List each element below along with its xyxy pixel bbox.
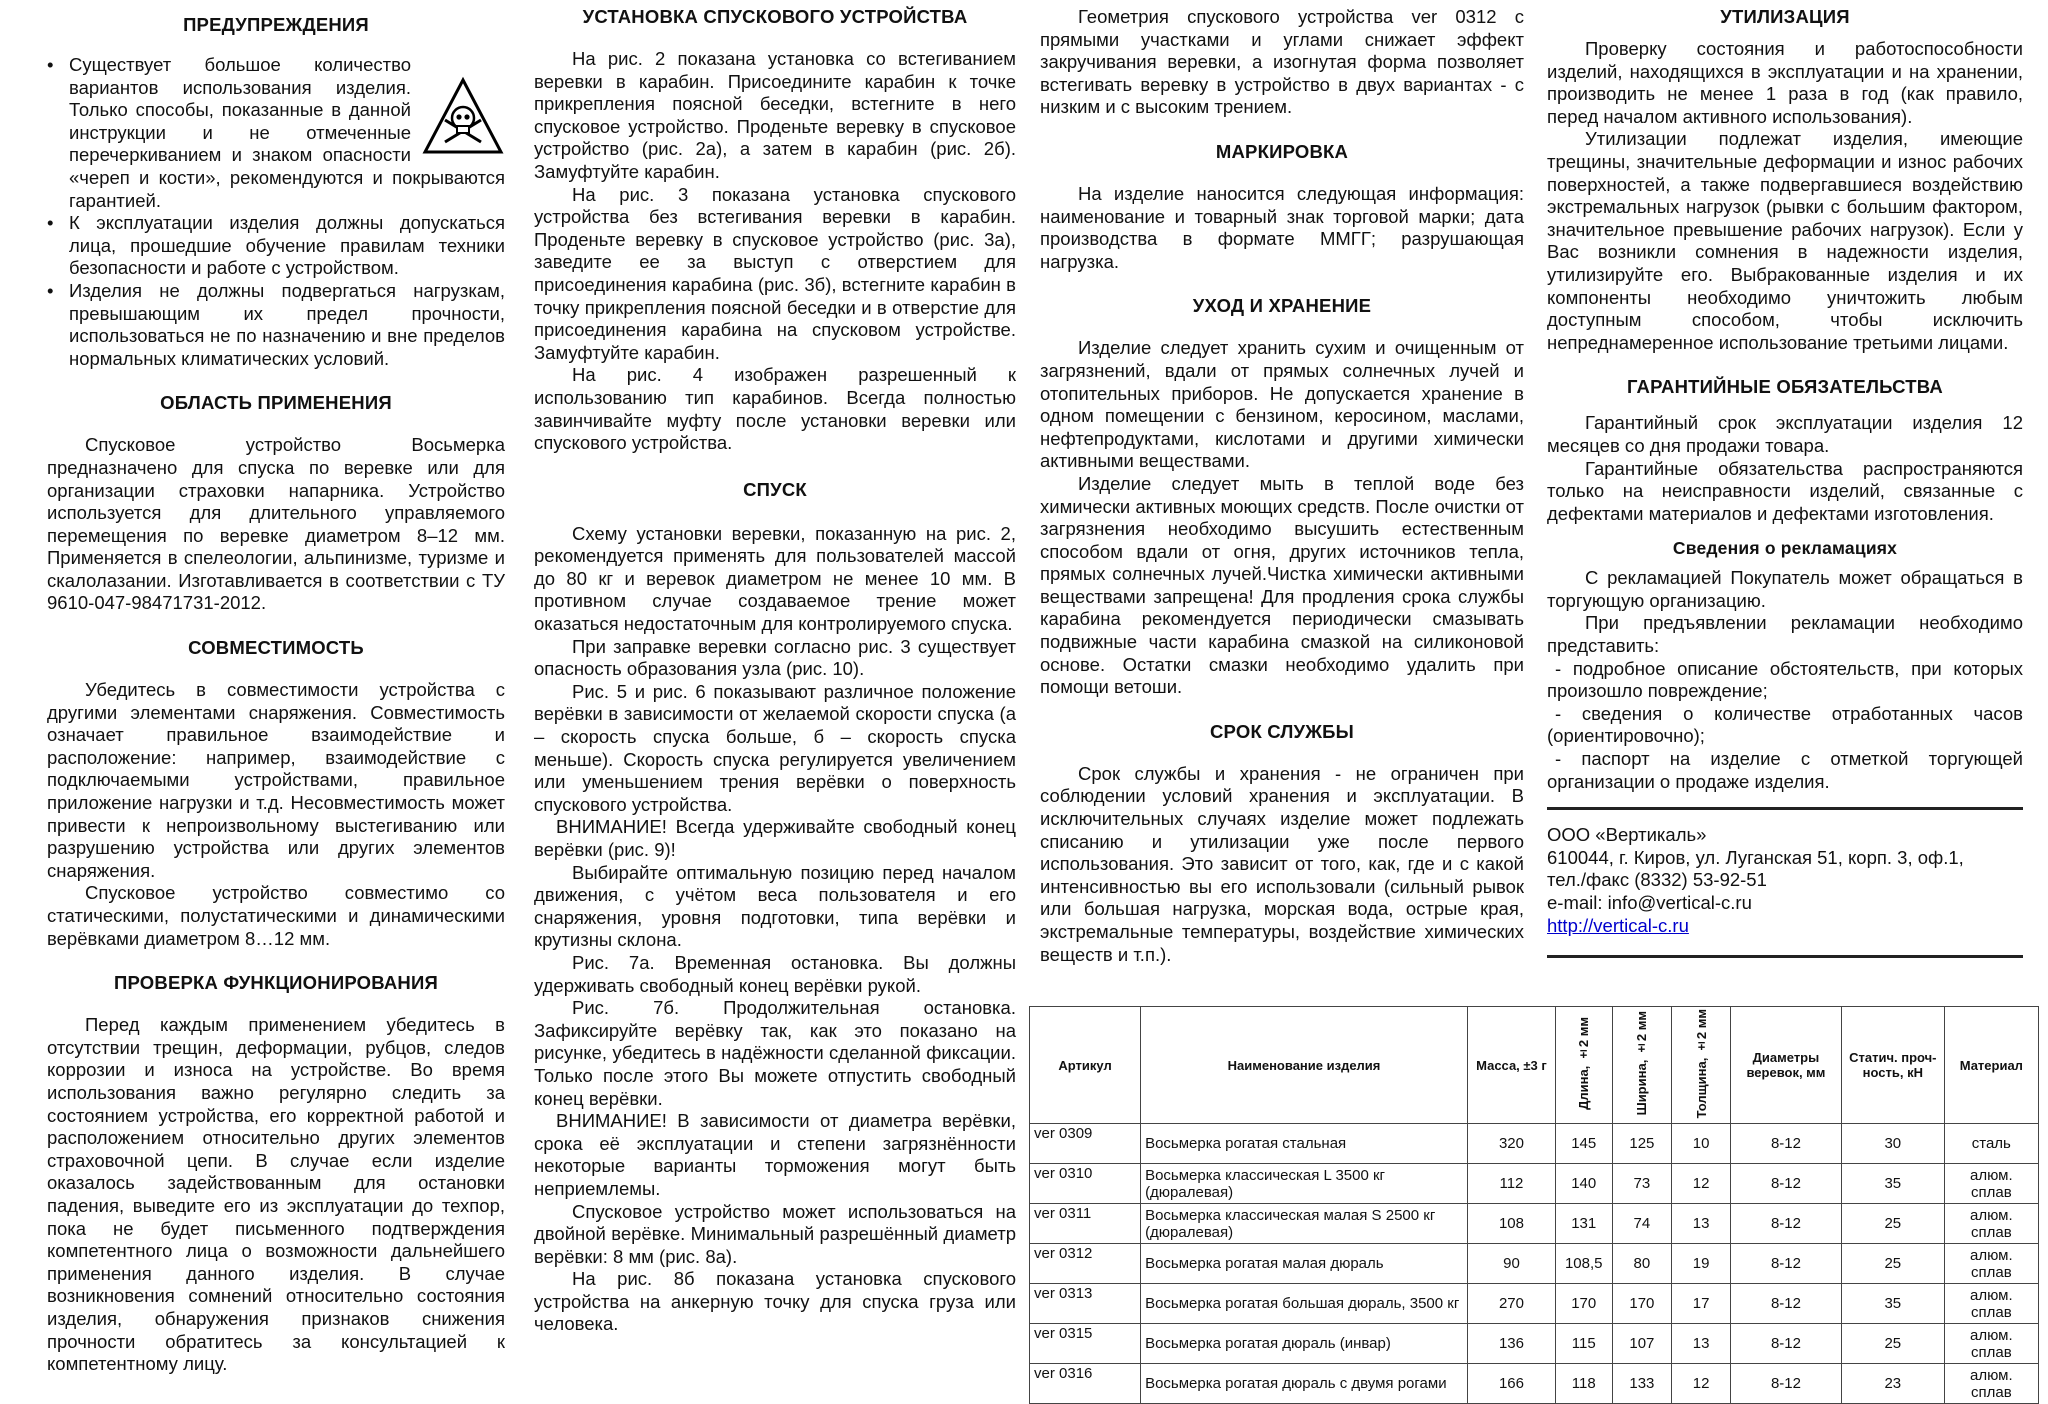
warning-item: • К эксплуатации изделия должны допускаться лица, прошедшие обучение правилам техники безопасности и работе с устройством. [47, 212, 505, 280]
descent-title: СПУСК [743, 478, 807, 500]
descent-text: Схему установки веревки, показанную на рис. 2, рекомендуется применять для пользователей массой до 80 кг и веревок диаметром не менее 10 мм. В противном случае создаваемое трение может оказаться недостаточным для контролируемого спуска. [534, 522, 1016, 635]
table-cell: алюм. сплав [1944, 1364, 2038, 1404]
table-cell: 107 [1612, 1324, 1672, 1364]
company-email: e-mail: info@vertical-c.ru [1547, 892, 1752, 913]
table-cell: алюм. сплав [1944, 1204, 2038, 1244]
spec-table [1029, 1006, 2039, 1404]
column-3 [1040, 6, 1524, 966]
table-cell: ver 0316 [1030, 1364, 1141, 1404]
table-header: Диаметры веревок, мм [1730, 1007, 1841, 1124]
table-cell: Восьмерка рогатая большая дюраль, 3500 кг [1141, 1284, 1468, 1324]
table-cell: 131 [1555, 1204, 1612, 1244]
divider [1547, 955, 2023, 958]
table-cell: алюм. сплав [1944, 1164, 2038, 1204]
install-text-2: На рис. 3 показана установка спускового устройства без встегивания веревки в карабин. Проденьте веревку в спусковое устройство (рис. 3а), заведите ее за выступ с отверстием для присоединения карабина (рис. 3б), встегните карабин в точку прикрепления поясной беседки и в отверстие для присоединения карабина на спусковом устройстве. Замуфтуйте карабин. [534, 183, 1016, 363]
service-life-title: СРОК СЛУЖБЫ [1210, 720, 1354, 742]
table-cell: 80 [1612, 1244, 1672, 1284]
scope-text: Спусковое устройство Восьмерка предназначено для спуска по веревке или для организации страховки напарника. Устройство используется для длительного управляемого перемещения по веревке диаметром 8–12 мм. Применяется в спелеологии, альпинизме, туризме и скалолазании. Изготавливается в соответствии с ТУ 9610-047-98471731-2012. [47, 434, 505, 614]
divider [1547, 807, 2023, 810]
table-cell: 12 [1672, 1164, 1731, 1204]
table-cell: 125 [1612, 1124, 1672, 1164]
install-title: УСТАНОВКА СПУСКОВОГО УСТРОЙСТВА [582, 6, 968, 27]
claims-text-2: При предъявлении рекламации необходимо представить: [1547, 612, 2023, 657]
table-cell: ver 0315 [1030, 1324, 1141, 1364]
table-cell: 170 [1555, 1284, 1612, 1324]
claims-item: - подробное описание обстоятельств, при которых произошло повреждение; [1547, 657, 2023, 702]
table-cell: 35 [1841, 1164, 1944, 1204]
table-cell: 8-12 [1730, 1284, 1841, 1324]
table-cell: Восьмерка рогатая дюраль (инвар) [1141, 1324, 1468, 1364]
compatibility-text-2: Спусковое устройство совместимо со статическими, полустатическими и динамическими верёвками диаметром 8…12 мм. [47, 882, 505, 949]
table-row [1030, 1204, 2039, 1244]
table-cell: Восьмерка рогатая малая дюраль [1141, 1244, 1468, 1284]
table-header: Материал [1944, 1007, 2038, 1124]
table-cell: 25 [1841, 1324, 1944, 1364]
table-cell: 74 [1612, 1204, 1672, 1244]
care-text: Изделие следует хранить сухим и очищенным от загрязнений, вдали от прямых солнечных лучей и отопительных приборов. Не допускается хранение в одном помещении с бензином, керосином, маслами, нефтепродуктами, кислотами и другими химически активными веществами. [1040, 337, 1524, 472]
warning-item: • Изделия не должны подвергаться нагрузкам, превышающим их предел прочности, использоваться не по назначению и вне пределов нормальных климатических условий. [47, 280, 505, 370]
table-cell: 8-12 [1730, 1204, 1841, 1244]
table-row [1030, 1324, 2039, 1364]
table-row [1030, 1284, 2039, 1324]
table-cell: 13 [1672, 1204, 1731, 1244]
table-cell: 133 [1612, 1364, 1672, 1404]
descent-text-2: При заправке веревки согласно рис. 3 существует опасность образования узла (рис. 10). [534, 635, 1016, 680]
table-header: Наименование изделия [1141, 1007, 1468, 1124]
skull-crossbones-icon [421, 76, 505, 160]
table-header: Статич. проч- ность, кН [1841, 1007, 1944, 1124]
descent-warning-2: ВНИМАНИЕ! В зависимости от диаметра верёвки, срока её эксплуатации и степени загрязнённости некоторые варианты торможения могут быть неприемлемы. [534, 1110, 1016, 1199]
table-cell: ver 0311 [1030, 1204, 1141, 1244]
service-life-text: Срок службы и хранения - не ограничен при соблюдении условий хранения и эксплуатации. В исключительных случаях изделие может подлежать списанию и утилизации уже после первого использования. Это зависит от того, как, где и с какой интенсивностью вы его использовали (сильный рывок или большая нагрузка, морская вода, острые края, экстремальные температуры, воздействие химических веществ и т.п.). [1040, 762, 1524, 965]
descent-warning: ВНИМАНИЕ! Всегда удерживайте свободный конец верёвки (рис. 9)! [534, 816, 1016, 860]
descent-text-6: Рис. 7а. Временная остановка. Вы должны удерживать свободный конец верёвки рукой. [534, 951, 1016, 996]
marking-text: На изделие наносится следующая информация: наименование и товарный знак торговой марки; дата производства в формате ММГГ; разрушающая нагрузка. [1040, 182, 1524, 272]
claims-title: Сведения о рекламациях [1672, 538, 1898, 559]
marking-title: МАРКИРОВКА [1215, 140, 1349, 162]
table-header: Длина, ±2 мм [1555, 1007, 1612, 1124]
warning-item: • Существует большое количество вариантов использования изделия. Только способы, показанные в данной инструкции и не отмеченные перечеркиванием и знаком опасности «череп и кости», рекомендуются и покрываются гарантией. [47, 54, 505, 212]
table-cell: 13 [1672, 1324, 1731, 1364]
disposal-text: Проверку состояния и работоспособности изделий, находящихся в эксплуатации и на хранении, производить не менее 1 раза в год (как правило, перед началом активного использования). [1547, 38, 2023, 127]
website-link[interactable]: http://vertical-c.ru [1547, 914, 1689, 936]
table-cell: ver 0312 [1030, 1244, 1141, 1284]
care-title: УХОД И ХРАНЕНИЕ [1192, 295, 1372, 317]
warnings-title: ПРЕДУПРЕЖДЕНИЯ [183, 14, 369, 35]
table-cell: сталь [1944, 1124, 2038, 1164]
table-cell: Восьмерка рогатая стальная [1141, 1124, 1468, 1164]
check-text: Перед каждым применением убедитесь в отсутствии трещин, деформации, рубцов, следов коррозии и износа на устройстве. Во время использования важно регулярно следить за состоянием устройства, его корректной работой и расположением относительно других элементов страховочной цепи. В случае если изделие оказалось задействованным для остановки падения, выведите его из эксплуатации до техпор, пока не будет письменного подтверждения компетентного лица о возможности дальнейшего применения данного изделия. В случае возникновения сомнений относительно состояния изделия, обнаружения признаков снижения прочности обратитесь за консультацией к компетентному лицу. [47, 1014, 505, 1375]
table-cell: 8-12 [1730, 1244, 1841, 1284]
descent-text-10: На рис. 8б показана установка спускового устройства на анкерную точку для спуска груза или человека. [534, 1268, 1016, 1335]
warnings-list [47, 54, 505, 370]
table-cell: 108 [1467, 1204, 1555, 1244]
table-cell: ver 0313 [1030, 1284, 1141, 1324]
table-cell: 35 [1841, 1284, 1944, 1324]
table-cell: 30 [1841, 1124, 1944, 1164]
table-cell: ver 0309 [1030, 1124, 1141, 1164]
table-cell: 90 [1467, 1244, 1555, 1284]
table-cell: 320 [1467, 1124, 1555, 1164]
install-text-3: На рис. 4 изображен разрешенный к использованию тип карабинов. Всегда полностью завинчивайте муфту после установки веревки или спускового устройства. [534, 364, 1016, 454]
table-row [1030, 1244, 2039, 1284]
claims-item: - сведения о количестве отработанных часов (ориентировочно); [1547, 702, 2023, 747]
descent-text-7: Рис. 7б. Продолжительная остановка. Зафиксируйте верёвку так, как это показано на рисунке, убедитесь в надёжности сделанной фиксации. Только после этого Вы можете отпустить свободный конец верёвки. [534, 997, 1016, 1109]
table-cell: Восьмерка рогатая дюраль с двумя рогами [1141, 1364, 1468, 1404]
table-cell: алюм. сплав [1944, 1324, 2038, 1364]
warranty-title: ГАРАНТИЙНЫЕ ОБЯЗАТЕЛЬСТВА [1627, 376, 1943, 398]
geometry-text: Геометрия спускового устройства ver 0312 с прямыми участками и углами снижает эффект закручивания веревки, а изогнутая форма позволяет встегивать веревку в устройство в двух вариантах - с низким и с высоким трением. [1040, 6, 1524, 118]
scope-title: ОБЛАСТЬ ПРИМЕНЕНИЯ [160, 392, 392, 414]
table-cell: 17 [1672, 1284, 1731, 1324]
compatibility-title: СОВМЕСТИМОСТЬ [188, 637, 364, 659]
company-name: ООО «Вертикаль» [1547, 824, 1707, 846]
table-cell: 145 [1555, 1124, 1612, 1164]
table-header: Масса, ±3 г [1467, 1007, 1555, 1124]
claims-item: - паспорт на изделие с отметкой торгующей организации о продаже изделия. [1547, 748, 2023, 792]
table-cell: 112 [1467, 1164, 1555, 1204]
table-cell: 23 [1841, 1364, 1944, 1404]
care-text-2: Изделие следует мыть в теплой воде без химически активных моющих средств. После очистки от загрязнения необходимо высушить естественным способом вдали от огня, других источников тепла, прямых солнечных лучей.Чистка химически активными веществами запрещена! Для продления срока службы карабина рекомендуется периодически смазывать подвижные части карабина смазкой на силиконовой основе. Остатки смазки необходимо удалить при помощи ветоши. [1040, 472, 1524, 698]
table-cell: 12 [1672, 1364, 1731, 1404]
check-title: ПРОВЕРКА ФУНКЦИОНИРОВАНИЯ [114, 972, 438, 994]
table-cell: 108,5 [1555, 1244, 1612, 1284]
column-4 [1547, 6, 2023, 958]
disposal-title: УТИЛИЗАЦИЯ [1720, 6, 1850, 27]
table-row [1030, 1164, 2039, 1204]
table-cell: 8-12 [1730, 1124, 1841, 1164]
table-header: Артикул [1030, 1007, 1141, 1124]
warranty-text-2: Гарантийные обязательства распространяются только на неисправности изделий, связанные с дефектами материалов и дефектами изготовления. [1547, 457, 2023, 524]
table-row [1030, 1364, 2039, 1404]
compatibility-text: Убедитесь в совместимости устройства с другими элементами снаряжения. Совместимость означает правильное взаимодействие и расположение: например, взаимодействие с подключаемыми устройствами, правильное приложение нагрузки и т.д. Несовместимость может привести к непроизвольному выстегиванию или разрушению устройства или других элементов снаряжения. [47, 679, 505, 881]
table-header: Толщина, ±2 мм [1672, 1007, 1731, 1124]
table-cell: алюм. сплав [1944, 1244, 2038, 1284]
table-cell: 118 [1555, 1364, 1612, 1404]
table-cell: 19 [1672, 1244, 1731, 1284]
table-cell: 166 [1467, 1364, 1555, 1404]
table-cell: 140 [1555, 1164, 1612, 1204]
table-cell: 170 [1612, 1284, 1672, 1324]
table-header: Ширина, ±2 мм [1612, 1007, 1672, 1124]
table-row [1030, 1124, 2039, 1164]
descent-text-5: Выбирайте оптимальную позицию перед началом движения, с учётом веса пользователя и его снаряжения, уровня подготовки, типа верёвки и крутизны склона. [534, 861, 1016, 951]
contacts [1547, 824, 2023, 937]
table-cell: 10 [1672, 1124, 1731, 1164]
table-cell: 270 [1467, 1284, 1555, 1324]
table-header-row [1030, 1007, 2039, 1124]
table-cell: 25 [1841, 1204, 1944, 1244]
table-cell: Восьмерка классическая малая S 2500 кг (дюралевая) [1141, 1204, 1468, 1244]
company-phone: тел./факс (8332) 53-92-51 [1547, 869, 1767, 891]
claims-text: С рекламацией Покупатель может обращаться в торгующую организацию. [1547, 567, 2023, 611]
company-address: 610044, г. Киров, ул. Луганская 51, корп. 3, оф.1, [1547, 846, 1964, 868]
column-2 [534, 6, 1016, 1336]
table-cell: 8-12 [1730, 1324, 1841, 1364]
table-cell: алюм. сплав [1944, 1284, 2038, 1324]
warranty-text: Гарантийный срок эксплуатации изделия 12 месяцев со дня продажи товара. [1547, 412, 2023, 456]
disposal-text-2: Утилизации подлежат изделия, имеющие трещины, значительные деформации и износ рабочих поверхностей, а также подвергавшиеся воздействию экстремальных нагрузок (рывки с большим фактором, значительное превышение рабочих нагрузок). Если у Вас возникли сомнения в надежности изделия, утилизируйте его. Выбракованные изделия и их компоненты необходимо уничтожить любым доступным способом, чтобы исключить непреднамеренное использование третьими лицами. [1547, 128, 2023, 353]
table-cell: 73 [1612, 1164, 1672, 1204]
table-cell: 115 [1555, 1324, 1612, 1364]
install-text: На рис. 2 показана установка со встегиванием веревки в карабин. Присоедините карабин к точке прикрепления поясной беседки, встегните в него спусковое устройство. Проденьте веревку в спусковое устройство (рис. 2а), а затем в карабин (рис. 2б). Замуфтуйте карабин. [534, 48, 1016, 182]
descent-text-3: Рис. 5 и рис. 6 показывают различное положение верёвки в зависимости от желаемой скорости спуска (а – скорость спуска больше, б – скорость спуска меньше). Скорость спуска регулируется увеличением или уменьшением трения верёвки о поверхность спускового устройства. [534, 680, 1016, 815]
column-1 [47, 6, 505, 1376]
table-cell: 8-12 [1730, 1164, 1841, 1204]
table-cell: Восьмерка классическая L 3500 кг (дюралевая) [1141, 1164, 1468, 1204]
descent-text-9: Спусковое устройство может использоваться на двойной верёвке. Минимальный разрешённый диаметр верёвки: 8 мм (рис. 8а). [534, 1200, 1016, 1267]
table-cell: 136 [1467, 1324, 1555, 1364]
table-cell: ver 0310 [1030, 1164, 1141, 1204]
table-cell: 8-12 [1730, 1364, 1841, 1404]
table-cell: 25 [1841, 1244, 1944, 1284]
